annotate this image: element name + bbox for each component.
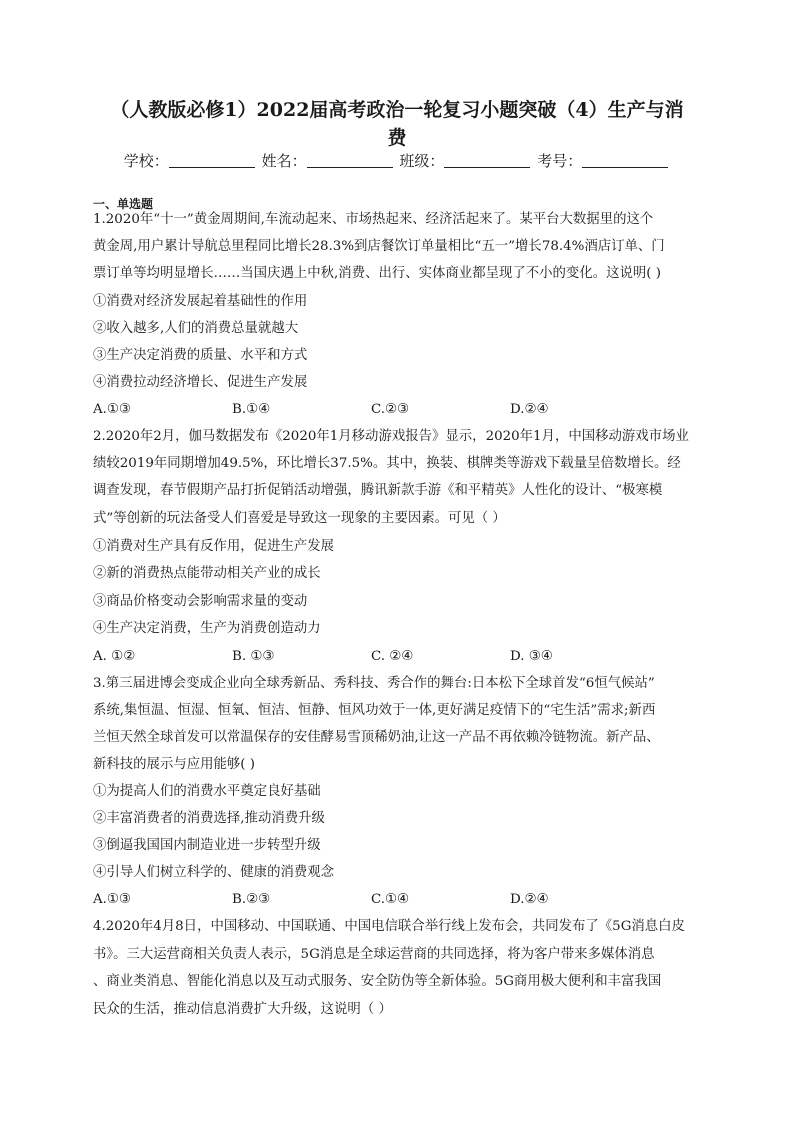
class-blank[interactable] <box>444 153 530 168</box>
q1-stem-line: 票订单等均明显增长……当国庆遇上中秋,消费、出行、实体商业都呈现了不小的变化。这说明( ) <box>93 266 661 281</box>
q2-option-c[interactable]: C. ②④ <box>371 649 414 664</box>
q4-stem-line: 4.2020年4月8日，中国移动、中国联通、中国电信联合举行线上发布会，共同发布了《5G消息白皮 <box>93 919 685 934</box>
q1-item: ④消费拉动经济增长、促进生产发展 <box>93 375 308 390</box>
q2-item: ①消费对生产具有反作用，促进生产发展 <box>93 539 335 554</box>
q1-item: ②收入越多,人们的消费总量就越大 <box>93 321 299 336</box>
student-info-row <box>0 150 794 172</box>
q3-stem-line: 新科技的展示与应用能够( ) <box>93 757 256 772</box>
q4-stem-line: 、商业类消息、智能化消息以及互动式服务、安全防伪等全新体验。5G商用极大便利和丰富我国 <box>93 974 662 989</box>
q3-stem-line: 3.第三届进博会变成企业向全球秀新品、秀科技、秀合作的舞台:日本松下全球首发“6恒气候站” <box>93 676 655 691</box>
school-blank[interactable] <box>169 153 255 168</box>
exam-number-blank[interactable] <box>582 153 668 168</box>
q2-item: ③商品价格变动会影响需求量的变动 <box>93 594 308 609</box>
q2-option-d[interactable]: D. ③④ <box>510 649 553 664</box>
q2-item: ②新的消费热点能带动相关产业的成长 <box>93 566 321 581</box>
name-blank[interactable] <box>307 153 393 168</box>
name-label: 姓名： <box>261 152 307 170</box>
q2-option-b[interactable]: B. ①③ <box>232 649 275 664</box>
school-label: 学校： <box>123 152 169 170</box>
q4-stem-line: 书》。三大运营商相关负责人表示，5G消息是全球运营商的共同选择，将为客户带来多媒体消息 <box>93 947 655 962</box>
q2-stem-line: 调查发现，春节假期产品打折促销活动增强，腾讯新款手游《和平精英》人性化的设计、“极寒模 <box>93 483 663 498</box>
q2-stem-line: 式”等创新的玩法备受人们喜爱是导致这一现象的主要因素。可见（ ） <box>93 511 506 526</box>
q1-option-c[interactable]: C.②③ <box>371 402 410 417</box>
q1-item: ③生产决定消费的质量、水平和方式 <box>93 348 308 363</box>
q3-item: ④引导人们树立科学的、健康的消费观念 <box>93 865 335 880</box>
q3-option-d[interactable]: D.②④ <box>510 892 549 907</box>
q1-stem-line: 黄金周,用户累计导航总里程同比增长28.3%到店餐饮订单量相比“五一”增长78.4%酒店订单、门 <box>93 239 665 254</box>
q3-item: ①为提高人们的消费水平奠定良好基础 <box>93 784 321 799</box>
document-title-line1: （人教版必修1）2022届高考政治一轮复习小题突破（4）生产与消 <box>110 99 684 121</box>
q4-stem-line: 民众的生活，推动信息消费扩大升级，这说明（ ） <box>93 1002 392 1017</box>
q3-stem-line: 兰恒天然全球首发可以常温保存的安佳酵易雪顶稀奶油,让这一产品不再依赖冷链物流。新产品、 <box>93 730 660 745</box>
q2-stem-line: 绩较2019年同期增加49.5%，环比增长37.5%。其中，换装、棋牌类等游戏下载量呈倍数增长。经 <box>93 456 681 471</box>
q1-stem-line: 1.2020年“十一”黄金周期间,车流动起来、市场热起来、经济活起来了。某平台大数据里的这个 <box>93 212 654 227</box>
q3-option-b[interactable]: B.②③ <box>232 892 271 907</box>
q2-option-a[interactable]: A. ①② <box>93 649 136 664</box>
q1-option-d[interactable]: D.②④ <box>510 402 549 417</box>
q2-stem-line: 2.2020年2月，伽马数据发布《2020年1月移动游戏报告》显示，2020年1月，中国移动游戏市场业 <box>93 429 689 444</box>
q3-item: ③倒逼我国国内制造业进一步转型升级 <box>93 838 321 853</box>
q1-option-b[interactable]: B.①④ <box>232 402 271 417</box>
q1-item: ①消费对经济发展起着基础性的作用 <box>93 294 308 309</box>
q1-option-a[interactable]: A.①③ <box>93 402 131 417</box>
exam-number-label: 考号： <box>537 152 583 170</box>
q3-stem-line: 系统,集恒温、恒湿、恒氧、恒洁、恒静、恒风功效于一体,更好满足疫情下的“宅生活”需求;新西 <box>93 703 656 718</box>
q3-option-c[interactable]: C.①④ <box>371 892 410 907</box>
q3-option-a[interactable]: A.①③ <box>93 892 131 907</box>
q2-item: ④生产决定消费，生产为消费创造动力 <box>93 621 321 636</box>
document-title-line2: 费 <box>387 127 407 149</box>
q3-item: ②丰富消费者的消费选择,推动消费升级 <box>93 811 325 826</box>
section-heading: 一、单选题 <box>93 197 154 211</box>
class-label: 班级： <box>399 152 445 170</box>
